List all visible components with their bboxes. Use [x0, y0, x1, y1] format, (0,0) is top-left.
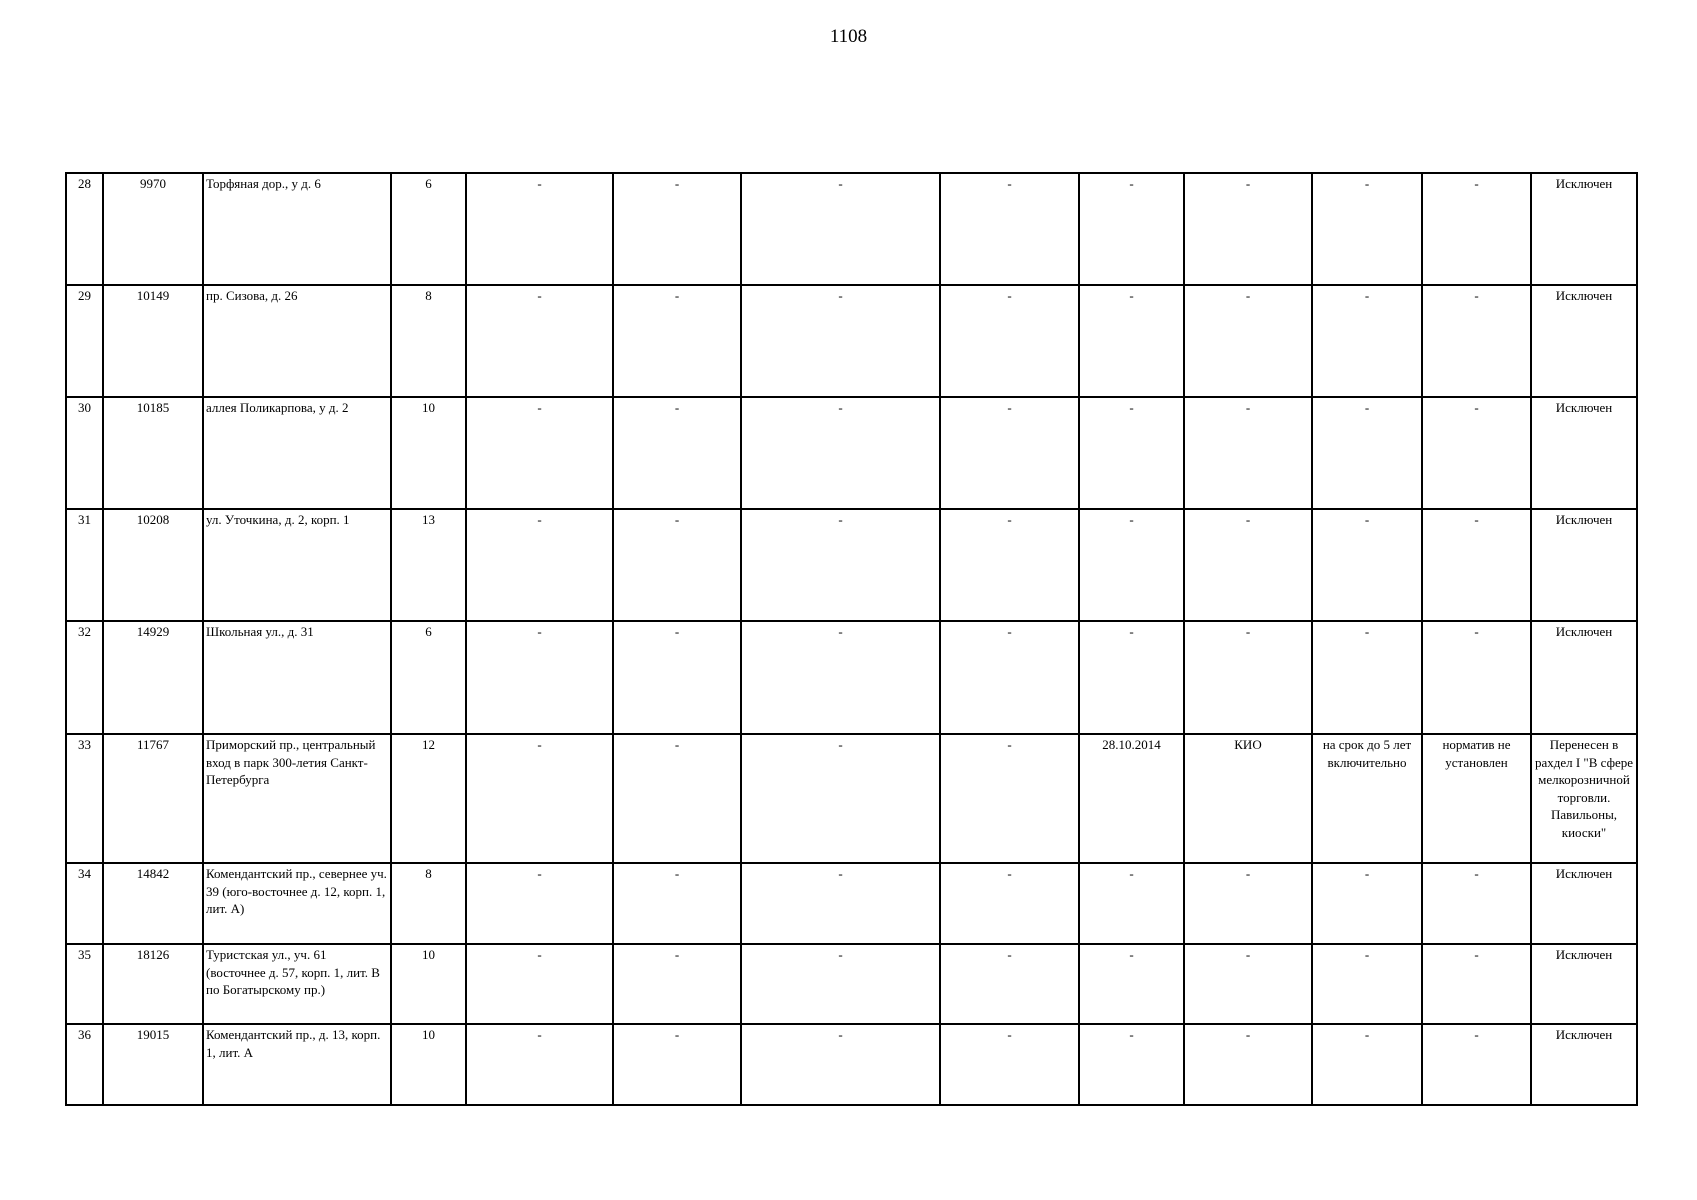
registry-table	[65, 172, 1638, 1106]
column-6-cell: -	[613, 397, 741, 509]
object-id-cell: 14842	[103, 863, 203, 944]
column-8-cell: -	[940, 173, 1079, 285]
norm-cell: -	[1422, 621, 1531, 734]
column-7-cell: -	[741, 734, 940, 863]
column-7-cell: -	[741, 173, 940, 285]
area-cell: 6	[391, 173, 466, 285]
row-number-cell: 29	[66, 285, 103, 397]
address-cell: Школьная ул., д. 31	[203, 621, 391, 734]
term-cell: -	[1312, 863, 1422, 944]
column-6-cell: -	[613, 173, 741, 285]
area-cell: 10	[391, 1024, 466, 1105]
row-number-cell: 33	[66, 734, 103, 863]
area-cell: 6	[391, 621, 466, 734]
status-cell: Исключен	[1531, 173, 1637, 285]
table-row	[66, 285, 1637, 397]
norm-cell: норматив не установлен	[1422, 734, 1531, 863]
address-cell: Комендантский пр., севернее уч. 39 (юго-восточнее д. 12, корп. 1, лит. А)	[203, 863, 391, 944]
status-cell: Исключен	[1531, 863, 1637, 944]
term-cell: -	[1312, 397, 1422, 509]
object-id-cell: 11767	[103, 734, 203, 863]
column-6-cell: -	[613, 509, 741, 621]
column-8-cell: -	[940, 863, 1079, 944]
column-6-cell: -	[613, 944, 741, 1024]
norm-cell: -	[1422, 285, 1531, 397]
area-cell: 8	[391, 863, 466, 944]
area-cell: 13	[391, 509, 466, 621]
page-number: 1108	[829, 26, 868, 47]
table-row	[66, 397, 1637, 509]
column-6-cell: -	[613, 621, 741, 734]
norm-cell: -	[1422, 509, 1531, 621]
norm-cell: -	[1422, 1024, 1531, 1105]
organization-cell: -	[1184, 1024, 1312, 1105]
object-id-cell: 14929	[103, 621, 203, 734]
area-cell: 10	[391, 944, 466, 1024]
column-5-cell: -	[466, 863, 613, 944]
date-cell: -	[1079, 285, 1184, 397]
table-row	[66, 734, 1637, 863]
column-5-cell: -	[466, 509, 613, 621]
row-number-cell: 28	[66, 173, 103, 285]
status-cell: Перенесен в рахдел I "В сфере мелкорозничной торговли. Павильоны, киоски"	[1531, 734, 1637, 863]
area-cell: 8	[391, 285, 466, 397]
row-number-cell: 30	[66, 397, 103, 509]
organization-cell: -	[1184, 397, 1312, 509]
date-cell: -	[1079, 397, 1184, 509]
column-6-cell: -	[613, 734, 741, 863]
organization-cell: -	[1184, 863, 1312, 944]
table-row	[66, 863, 1637, 944]
object-id-cell: 9970	[103, 173, 203, 285]
column-5-cell: -	[466, 285, 613, 397]
organization-cell: -	[1184, 173, 1312, 285]
column-8-cell: -	[940, 734, 1079, 863]
term-cell: -	[1312, 944, 1422, 1024]
column-6-cell: -	[613, 285, 741, 397]
address-cell: Комендантский пр., д. 13, корп. 1, лит. А	[203, 1024, 391, 1105]
column-8-cell: -	[940, 944, 1079, 1024]
area-cell: 10	[391, 397, 466, 509]
column-5-cell: -	[466, 173, 613, 285]
address-cell: Торфяная дор., у д. 6	[203, 173, 391, 285]
date-cell: -	[1079, 173, 1184, 285]
column-8-cell: -	[940, 1024, 1079, 1105]
column-8-cell: -	[940, 621, 1079, 734]
column-6-cell: -	[613, 863, 741, 944]
address-cell: Туристская ул., уч. 61 (восточнее д. 57, корп. 1, лит. В по Богатырскому пр.)	[203, 944, 391, 1024]
row-number-cell: 34	[66, 863, 103, 944]
column-5-cell: -	[466, 1024, 613, 1105]
column-8-cell: -	[940, 285, 1079, 397]
column-7-cell: -	[741, 397, 940, 509]
term-cell: -	[1312, 1024, 1422, 1105]
organization-cell: -	[1184, 944, 1312, 1024]
row-number-cell: 36	[66, 1024, 103, 1105]
organization-cell: КИО	[1184, 734, 1312, 863]
row-number-cell: 35	[66, 944, 103, 1024]
term-cell: на срок до 5 лет включительно	[1312, 734, 1422, 863]
address-cell: пр. Сизова, д. 26	[203, 285, 391, 397]
row-number-cell: 31	[66, 509, 103, 621]
table-body	[66, 173, 1637, 1105]
column-7-cell: -	[741, 944, 940, 1024]
column-5-cell: -	[466, 621, 613, 734]
table-row	[66, 621, 1637, 734]
column-6-cell: -	[613, 1024, 741, 1105]
address-cell: ул. Уточкина, д. 2, корп. 1	[203, 509, 391, 621]
norm-cell: -	[1422, 173, 1531, 285]
table-row	[66, 509, 1637, 621]
area-cell: 12	[391, 734, 466, 863]
address-cell: Приморский пр., центральный вход в парк 300-летия Санкт-Петербурга	[203, 734, 391, 863]
object-id-cell: 10208	[103, 509, 203, 621]
table-row	[66, 944, 1637, 1024]
norm-cell: -	[1422, 944, 1531, 1024]
table-row	[66, 1024, 1637, 1105]
column-5-cell: -	[466, 734, 613, 863]
status-cell: Исключен	[1531, 509, 1637, 621]
column-7-cell: -	[741, 863, 940, 944]
organization-cell: -	[1184, 285, 1312, 397]
date-cell: 28.10.2014	[1079, 734, 1184, 863]
row-number-cell: 32	[66, 621, 103, 734]
object-id-cell: 10149	[103, 285, 203, 397]
object-id-cell: 19015	[103, 1024, 203, 1105]
status-cell: Исключен	[1531, 621, 1637, 734]
term-cell: -	[1312, 173, 1422, 285]
address-cell: аллея Поликарпова, у д. 2	[203, 397, 391, 509]
organization-cell: -	[1184, 621, 1312, 734]
column-5-cell: -	[466, 944, 613, 1024]
date-cell: -	[1079, 1024, 1184, 1105]
column-7-cell: -	[741, 509, 940, 621]
date-cell: -	[1079, 863, 1184, 944]
term-cell: -	[1312, 621, 1422, 734]
object-id-cell: 10185	[103, 397, 203, 509]
term-cell: -	[1312, 509, 1422, 621]
object-id-cell: 18126	[103, 944, 203, 1024]
date-cell: -	[1079, 509, 1184, 621]
date-cell: -	[1079, 944, 1184, 1024]
column-8-cell: -	[940, 397, 1079, 509]
column-5-cell: -	[466, 397, 613, 509]
norm-cell: -	[1422, 397, 1531, 509]
column-7-cell: -	[741, 285, 940, 397]
date-cell: -	[1079, 621, 1184, 734]
column-7-cell: -	[741, 1024, 940, 1105]
status-cell: Исключен	[1531, 397, 1637, 509]
status-cell: Исключен	[1531, 285, 1637, 397]
status-cell: Исключен	[1531, 944, 1637, 1024]
term-cell: -	[1312, 285, 1422, 397]
table-row	[66, 173, 1637, 285]
column-7-cell: -	[741, 621, 940, 734]
column-8-cell: -	[940, 509, 1079, 621]
status-cell: Исключен	[1531, 1024, 1637, 1105]
organization-cell: -	[1184, 509, 1312, 621]
norm-cell: -	[1422, 863, 1531, 944]
